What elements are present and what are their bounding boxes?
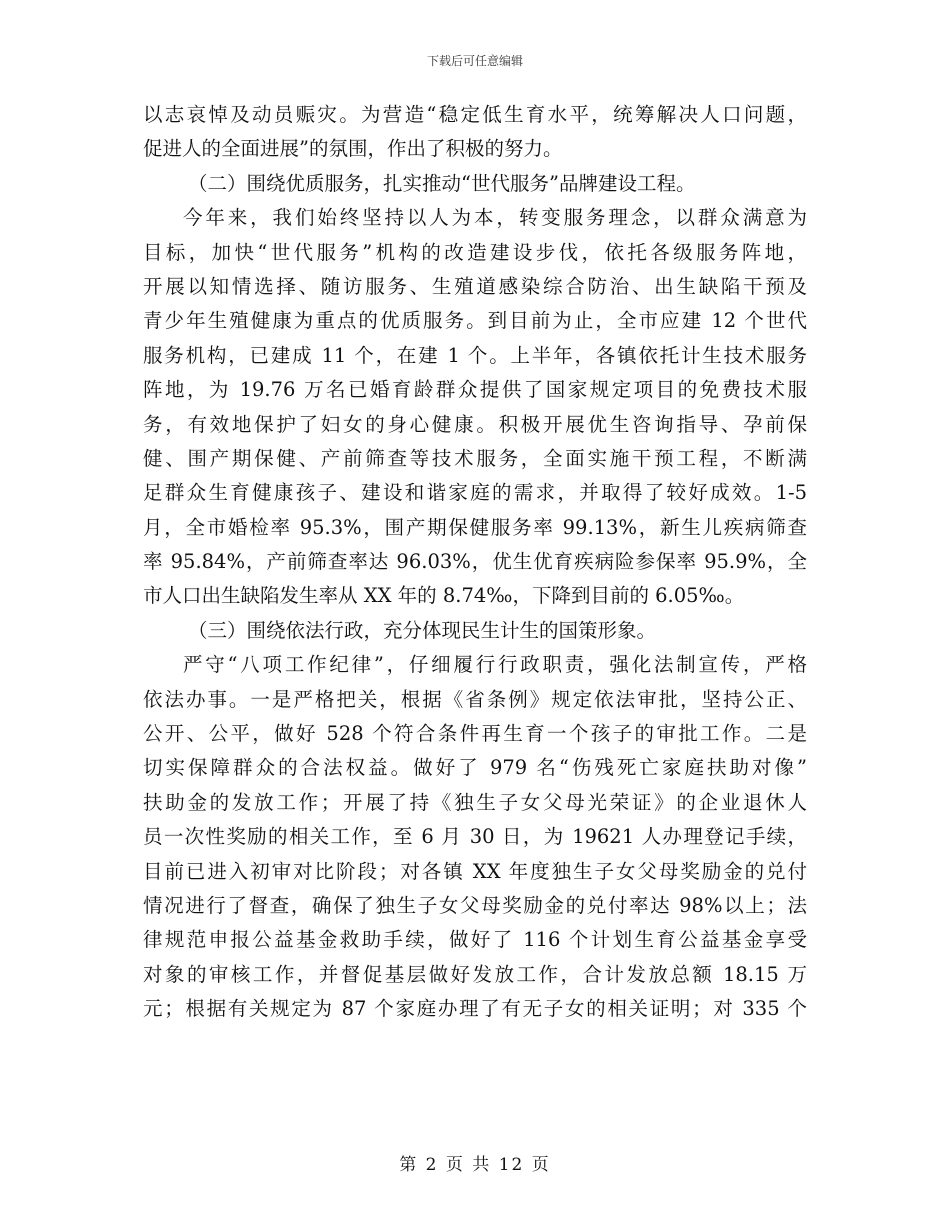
text-line: 促进人的全面进展”的氛围，作出了积极的努力。 (143, 137, 563, 161)
text-line: 健、围产期保健、产前筛查等技术服务，全面实施干预工程，不断满 (143, 446, 807, 470)
text-line: 严守“八项工作纪律”，仔细履行行政职责，强化法制宣传，严格 (183, 653, 807, 677)
text-line: 扶助金的发放工作；开展了持《独生子女父母光荣证》的企业退休人 (143, 790, 807, 814)
text-line: 开展以知情选择、随访服务、生殖道感染综合防治、出生缺陷干预及 (143, 274, 807, 298)
text-line: 务，有效地保护了妇女的身心健康。积极开展优生咨询指导、孕前保 (143, 412, 807, 436)
text-line: （三）围绕依法行政，充分体现民生计生的国策形象。 (188, 618, 657, 642)
text-line: 服务机构，已建成 11 个，在建 1 个。上半年，各镇依托计生技术服务 (143, 343, 807, 367)
document-body (143, 98, 807, 1027)
text-line: 市人口出生缺陷发生率从 XX 年的 8.74‰，下降到目前的 6.05‰。 (143, 584, 745, 608)
text-line: 今年来，我们始终坚持以人为本，转变服务理念，以群众满意为 (183, 206, 807, 230)
text-line: 率 95.84%，产前筛查率达 96.03%，优生优育疾病险参保率 95.9%，全 (143, 550, 807, 574)
text-line: 公开、公平，做好 528 个符合条件再生育一个孩子的审批工作。二是 (143, 722, 807, 746)
text-line: 对象的审核工作，并督促基层做好发放工作，合计发放总额 18.15 万 (143, 962, 807, 986)
text-line: （二）围绕优质服务，扎实推动“世代服务”品牌建设工程。 (188, 171, 696, 195)
text-line: 以志哀悼及动员赈灾。为营造“稳定低生育水平，统筹解决人口问题， (143, 103, 807, 126)
text-line: 足群众生育健康孩子、建设和谐家庭的需求，并取得了较好成效。1-5 (143, 481, 807, 505)
text-line: 目前已进入初审对比阶段；对各镇 XX 年度独生子女父母奖励金的兑付 (143, 859, 807, 883)
text-line: 员一次性奖励的相关工作，至 6 月 30 日，为 19621 人办理登记手续， (143, 825, 807, 849)
text-line: 依法办事。一是严格把关，根据《省条例》规定依法审批，坚持公正、 (143, 687, 807, 711)
text-line: 律规范申报公益基金救助手续，做好了 116 个计划生育公益基金享受 (143, 928, 807, 952)
page-footer: 第 2 页 共 12 页 (399, 1155, 551, 1175)
text-line: 情况进行了督查，确保了独生子女父母奖励金的兑付率达 98%以上；法 (143, 893, 807, 917)
text-line: 目标，加快“世代服务”机构的改造建设步伐，依托各级服务阵地， (143, 240, 807, 264)
text-line: 切实保障群众的合法权益。做好了 979 名“伤残死亡家庭扶助对像” (143, 756, 807, 780)
text-line: 青少年生殖健康为重点的优质服务。到目前为止，全市应建 12 个世代 (143, 309, 807, 333)
text-line: 月，全市婚检率 95.3%，围产期保健服务率 99.13%，新生儿疾病筛查 (143, 515, 807, 539)
text-line: 阵地，为 19.76 万名已婚育龄群众提供了国家规定项目的免费技术服 (143, 378, 807, 402)
text-line: 元；根据有关规定为 87 个家庭办理了有无子女的相关证明；对 335 个 (143, 997, 807, 1021)
page-header: 下载后可任意编辑 (426, 54, 523, 68)
